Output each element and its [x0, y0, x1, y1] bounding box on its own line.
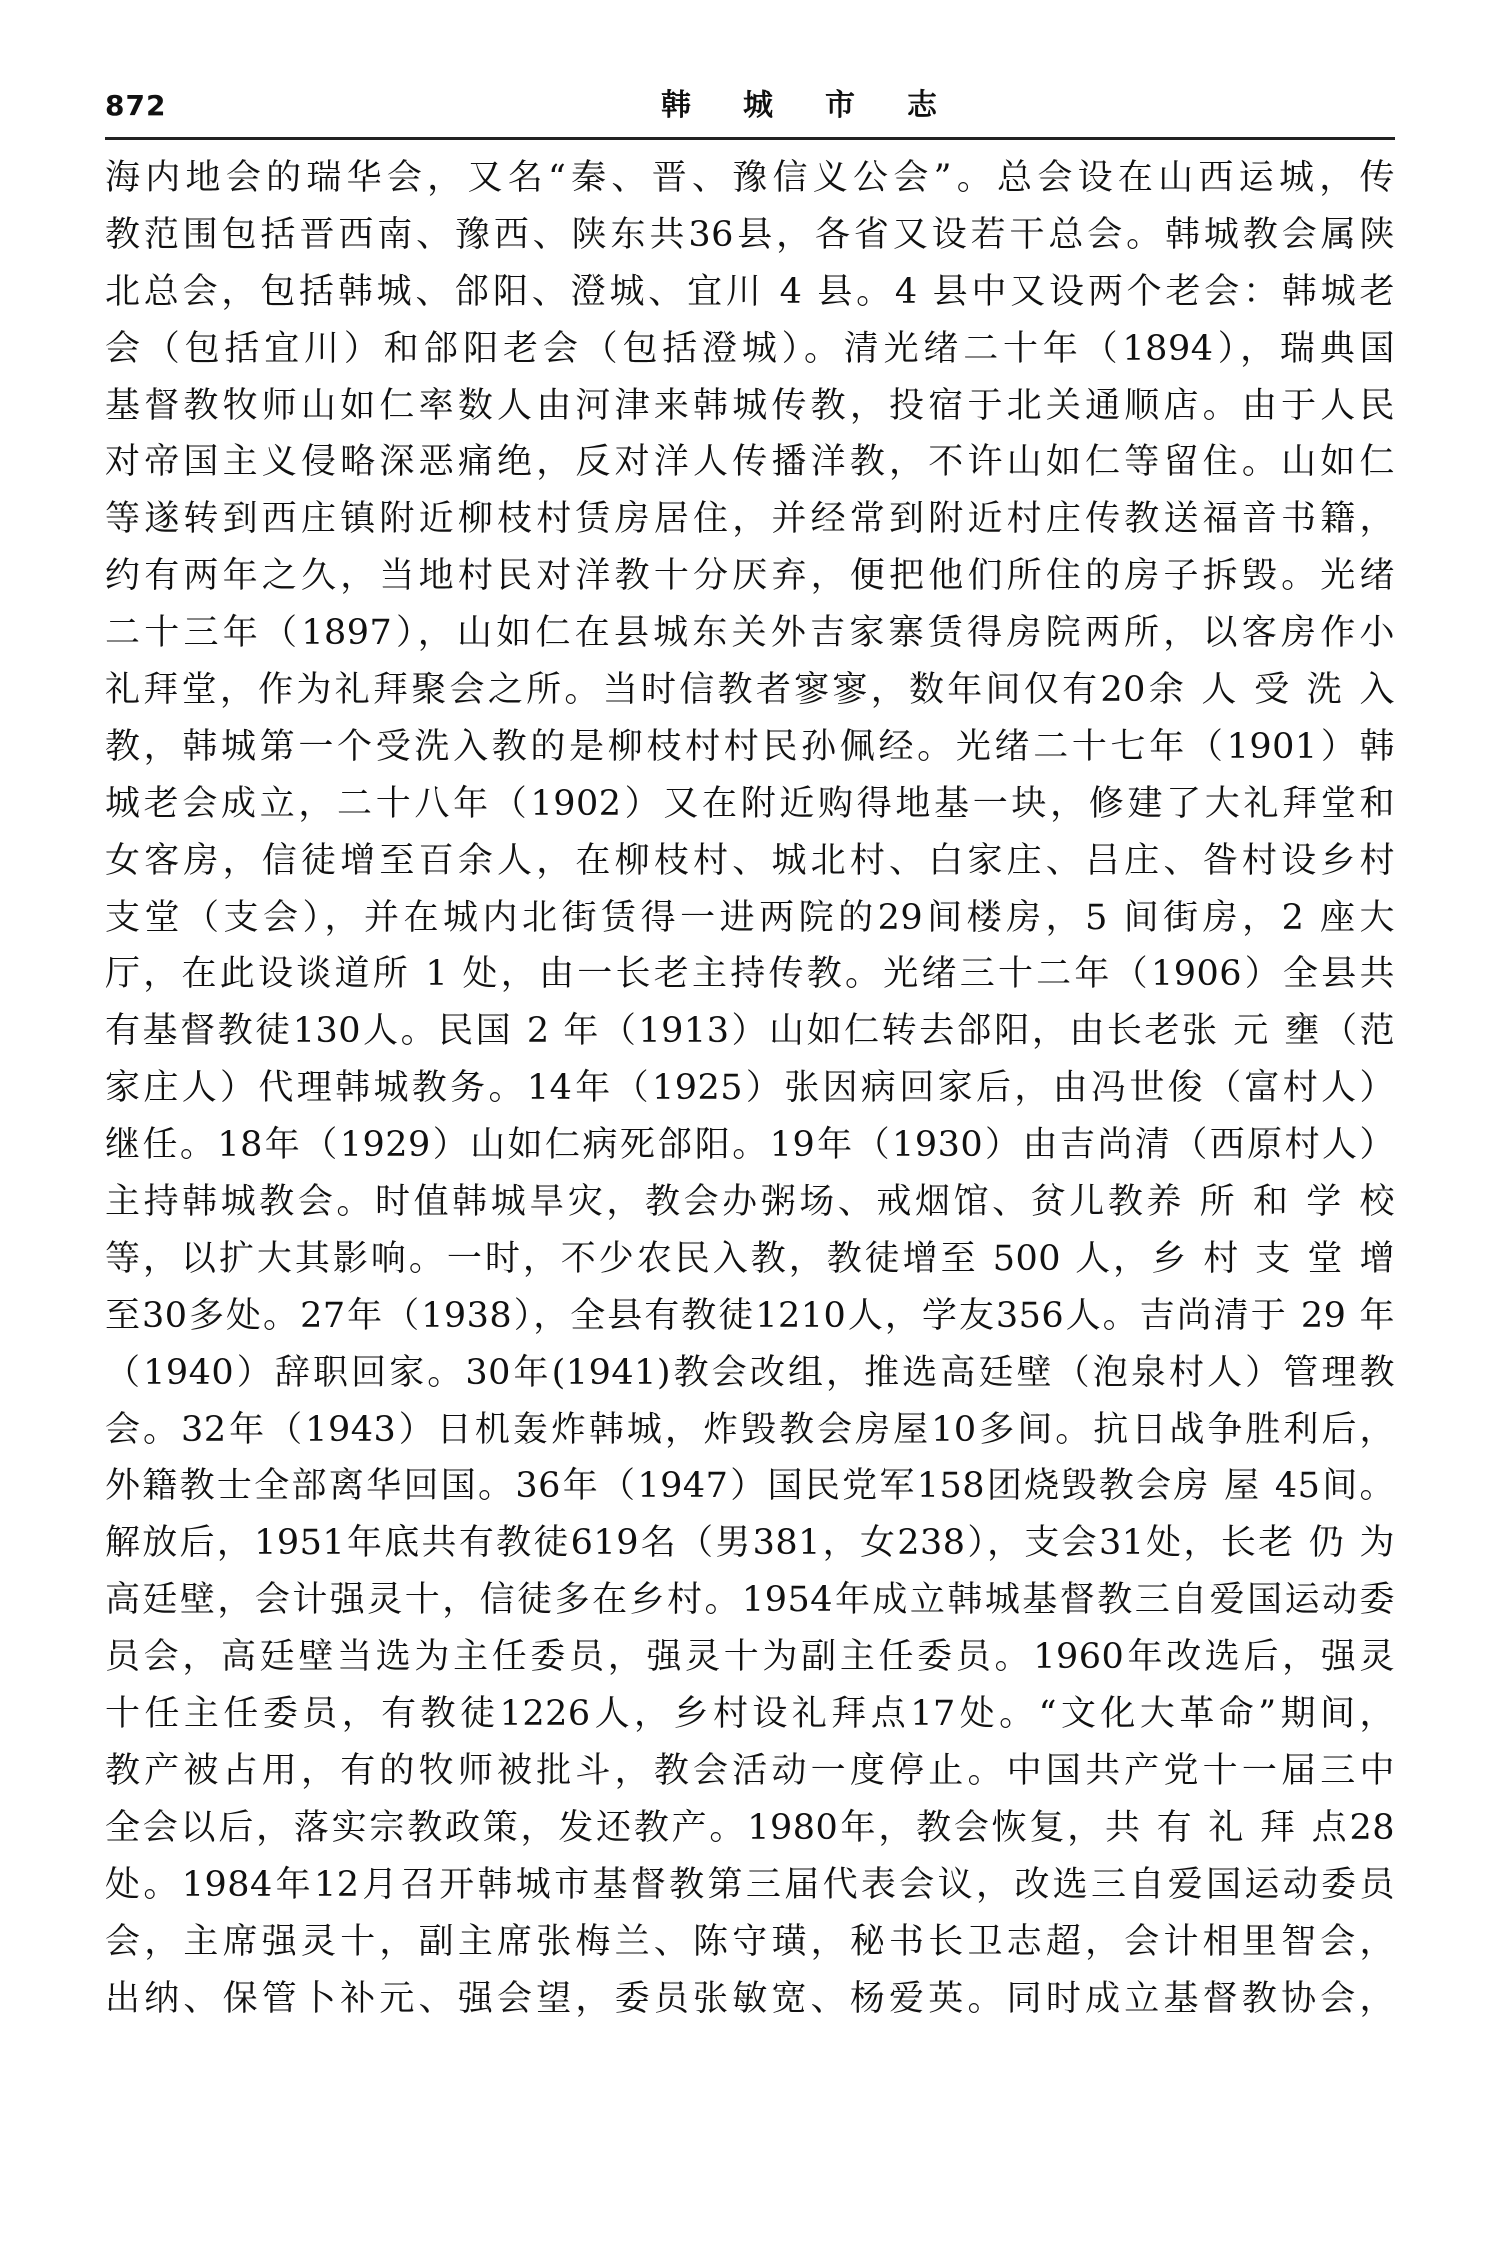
- text-line: 基督教牧师山如仁率数人由河津来韩城传教，投宿于北关通顺店。由于人民: [105, 385, 1395, 426]
- text-line: 出纳、保管卜补元、强会望，委员张敏宽、杨爱英。同时成立基督教协会，: [105, 1978, 1395, 2019]
- text-line: 海内地会的瑞华会，又名“秦、晋、豫信义公会”。总会设在山西运城，传: [105, 158, 1395, 198]
- text-line: 会，主席强灵十，副主席张梅兰、陈守璜，秘书长卫志超，会计相里智会，: [105, 1921, 1395, 1962]
- text-line: 员会，高廷壁当选为主任委员，强灵十为副主任委员。1960年改选后，强灵: [105, 1637, 1395, 1678]
- text-line: 十任主任委员，有教徒1226人，乡村设礼拜点17处。“文化大革命”期间，: [105, 1694, 1395, 1735]
- running-title: 韩城市志: [661, 88, 989, 123]
- text-line: 支堂（支会），并在城内北街赁得一进两院的29间楼房，5 间街房，2 座大: [105, 897, 1395, 938]
- text-line: 约有两年之久，当地村民对洋教十分厌弃，便把他们所住的房子拆毁。光绪: [105, 556, 1395, 597]
- text-line: 主持韩城教会。时值韩城旱灾，教会办粥场、戒烟馆、贫儿教养 所 和 学 校: [105, 1182, 1395, 1223]
- text-line: 会。32年（1943）日机轰炸韩城，炸毁教会房屋10多间。抗日战争胜利后，: [105, 1409, 1395, 1450]
- text-line: 有基督教徒130人。民国 2 年（1913）山如仁转去郃阳，由长老张 元 壅（范: [105, 1011, 1395, 1052]
- text-line: 解放后，1951年底共有教徒619名（男381，女238），支会31处，长老 仍 为: [105, 1523, 1395, 1564]
- text-line: 会（包括宜川）和郃阳老会（包括澄城）。清光绪二十年（1894），瑞典国: [105, 328, 1395, 369]
- text-line: 厅，在此设谈道所 1 处，由一长老主持传教。光绪三十二年（1906）全县共: [105, 954, 1395, 995]
- text-line: 等，以扩大其影响。一时，不少农民入教，教徒增至 500 人，乡 村 支 堂 增: [105, 1238, 1395, 1279]
- text-line: 至30多处。27年（1938），全县有教徒1210人，学友356人。吉尚清于 29 年: [105, 1295, 1395, 1336]
- text-line: （1940）辞职回家。30年(1941)教会改组，推选高廷壁（泡泉村人）管理教: [105, 1352, 1395, 1393]
- text-line: 等遂转到西庄镇附近柳枝村赁房居住，并经常到附近村庄传教送福音书籍，: [105, 499, 1395, 540]
- text-line: 外籍教士全部离华回国。36年（1947）国民党军158团烧毁教会房 屋 45间。: [105, 1466, 1395, 1507]
- text-line: 全会以后，落实宗教政策，发还教产。1980年，教会恢复，共 有 礼 拜 点28: [105, 1807, 1395, 1848]
- text-line: 处。1984年12月召开韩城市基督教第三届代表会议，改选三自爱国运动委员: [105, 1864, 1395, 1905]
- text-line: 家庄人）代理韩城教务。14年（1925）张因病回家后，由冯世俊（富村人）: [105, 1068, 1395, 1109]
- text-line: 城老会成立，二十八年（1902）又在附近购得地基一块，修建了大礼拜堂和: [105, 783, 1395, 824]
- header-rule: [105, 137, 1395, 140]
- text-line: 礼拜堂，作为礼拜聚会之所。当时信教者寥寥，数年间仅有20余 人 受 洗 入: [105, 670, 1395, 711]
- page-number: 872: [105, 89, 167, 122]
- text-line: 对帝国主义侵略深恶痛绝，反对洋人传播洋教，不许山如仁等留住。山如仁: [105, 442, 1395, 483]
- text-line: 二十三年（1897），山如仁在县城东关外吉家寨赁得房院两所，以客房作小: [105, 613, 1395, 654]
- text-line: 教，韩城第一个受洗入教的是柳枝村村民孙佩经。光绪二十七年（1901）韩: [105, 726, 1395, 767]
- text-line: 继任。18年（1929）山如仁病死郃阳。19年（1930）由吉尚清（西原村人）: [105, 1125, 1395, 1166]
- text-line: 教产被占用，有的牧师被批斗，教会活动一度停止。中国共产党十一届三中: [105, 1750, 1395, 1791]
- text-line: 北总会，包括韩城、郃阳、澄城、宜川 4 县。4 县中又设两个老会：韩城老: [105, 271, 1395, 312]
- text-line: 高廷壁，会计强灵十，信徒多在乡村。1954年成立韩城基督教三自爱国运动委: [105, 1580, 1395, 1621]
- body-text: [105, 150, 1395, 2027]
- text-line: 教范围包括晋西南、豫西、陕东共36县，各省又设若干总会。韩城教会属陕: [105, 214, 1395, 255]
- page-header: [105, 86, 1395, 130]
- text-line: 女客房，信徒增至百余人，在柳枝村、城北村、白家庄、吕庄、昝村设乡村: [105, 840, 1395, 881]
